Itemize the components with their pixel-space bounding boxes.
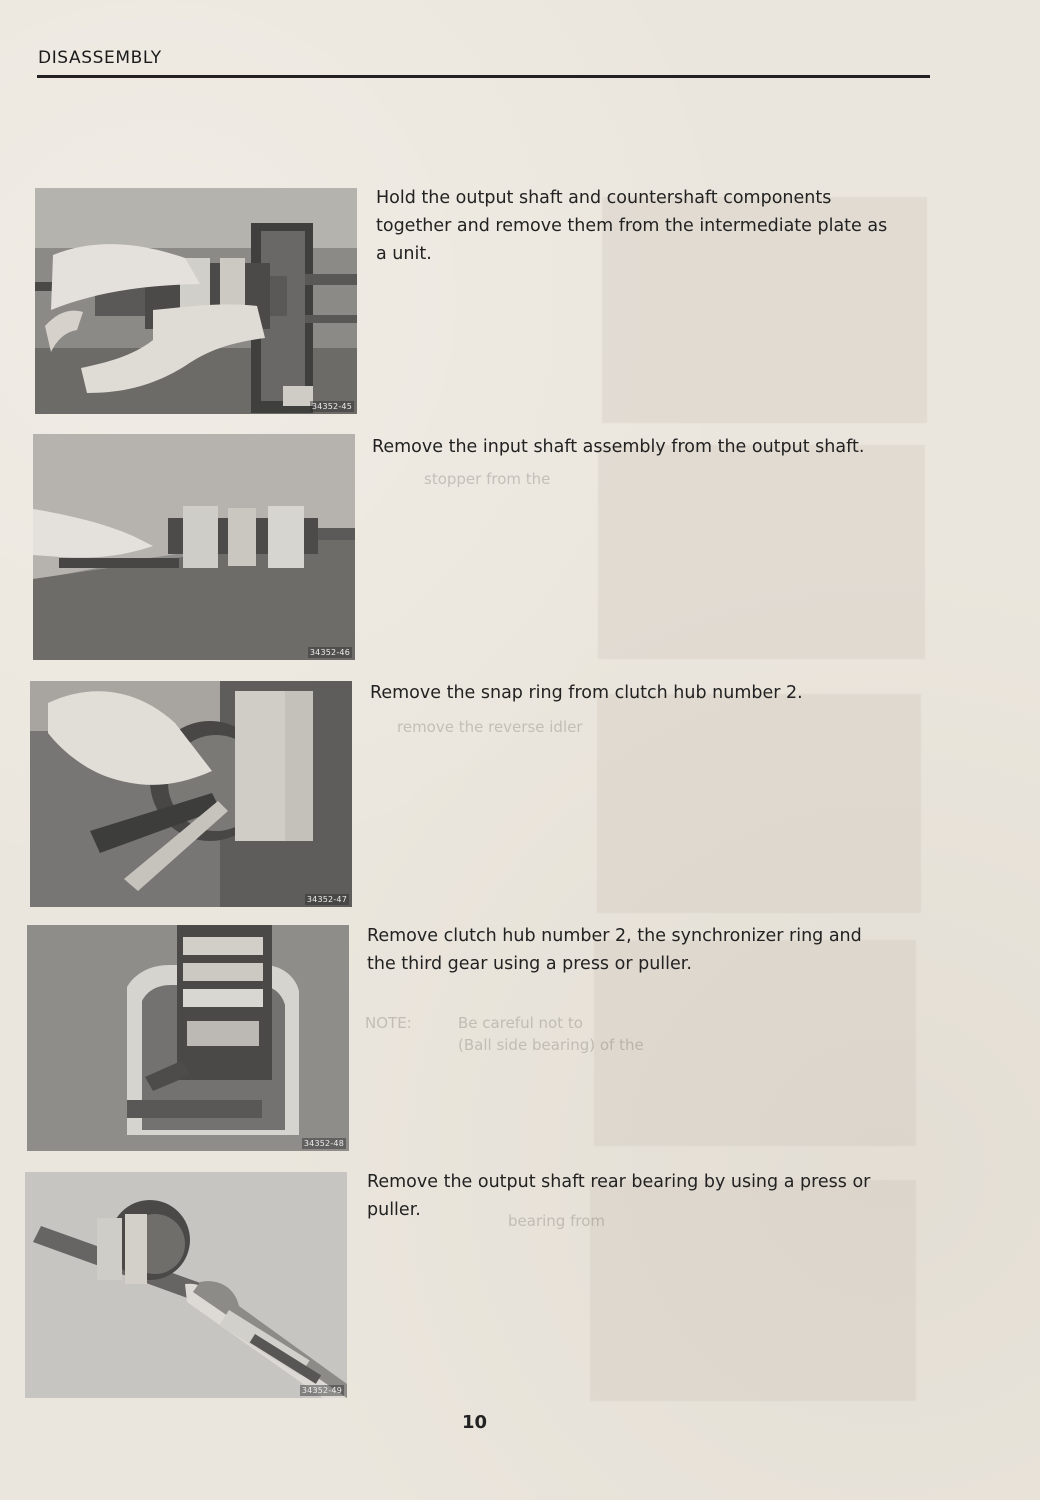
bleed-through-shade-3 — [597, 694, 921, 913]
step-text-4: Remove clutch hub number 2, the synchronizer ring and the third gear using a press or puller. — [367, 926, 862, 974]
bleed-through-text-5: (Ball side bearing) of the — [458, 1036, 644, 1054]
bleed-through-text-4: Be careful not to — [458, 1014, 583, 1032]
photo-illustration-3 — [30, 681, 352, 907]
bleed-through-shade-2 — [598, 445, 925, 659]
step-text-3: Remove the snap ring from clutch hub number 2. — [370, 683, 803, 703]
photo-illustration-1 — [35, 188, 357, 414]
photo-illustration-5 — [25, 1172, 347, 1398]
step-photo-3 — [30, 681, 352, 907]
step-text-1: Hold the output shaft and countershaft components together and remove them from the intermediate plate as a unit. — [376, 188, 888, 264]
step-text-2: Remove the input shaft assembly from the output shaft. — [372, 437, 865, 457]
bleed-through-text-1: stopper from the — [424, 470, 551, 488]
step-photo-1 — [35, 188, 357, 414]
photo-code-4: 34352-48 — [303, 1139, 344, 1148]
photo-illustration-2 — [33, 434, 355, 660]
photo-code-1: 34352-45 — [311, 402, 352, 411]
step-photo-5 — [25, 1172, 347, 1398]
step-text-5: Remove the output shaft rear bearing by using a press or puller. — [367, 1172, 871, 1220]
section-title: DISASSEMBLY — [38, 48, 162, 68]
bleed-through-text-3: NOTE: — [365, 1014, 412, 1032]
step-photo-4 — [27, 925, 349, 1151]
photo-code-5: 34352-49 — [301, 1386, 342, 1395]
photo-illustration-4 — [27, 925, 349, 1151]
bleed-through-text-2: remove the reverse idler — [397, 718, 583, 736]
photo-code-3: 34352-47 — [306, 895, 347, 904]
bleed-through-text-6: bearing from — [508, 1212, 605, 1230]
step-photo-2 — [33, 434, 355, 660]
photo-code-2: 34352-46 — [309, 648, 350, 657]
section-title-rule — [37, 75, 930, 78]
page-number: 10 — [462, 1412, 488, 1433]
